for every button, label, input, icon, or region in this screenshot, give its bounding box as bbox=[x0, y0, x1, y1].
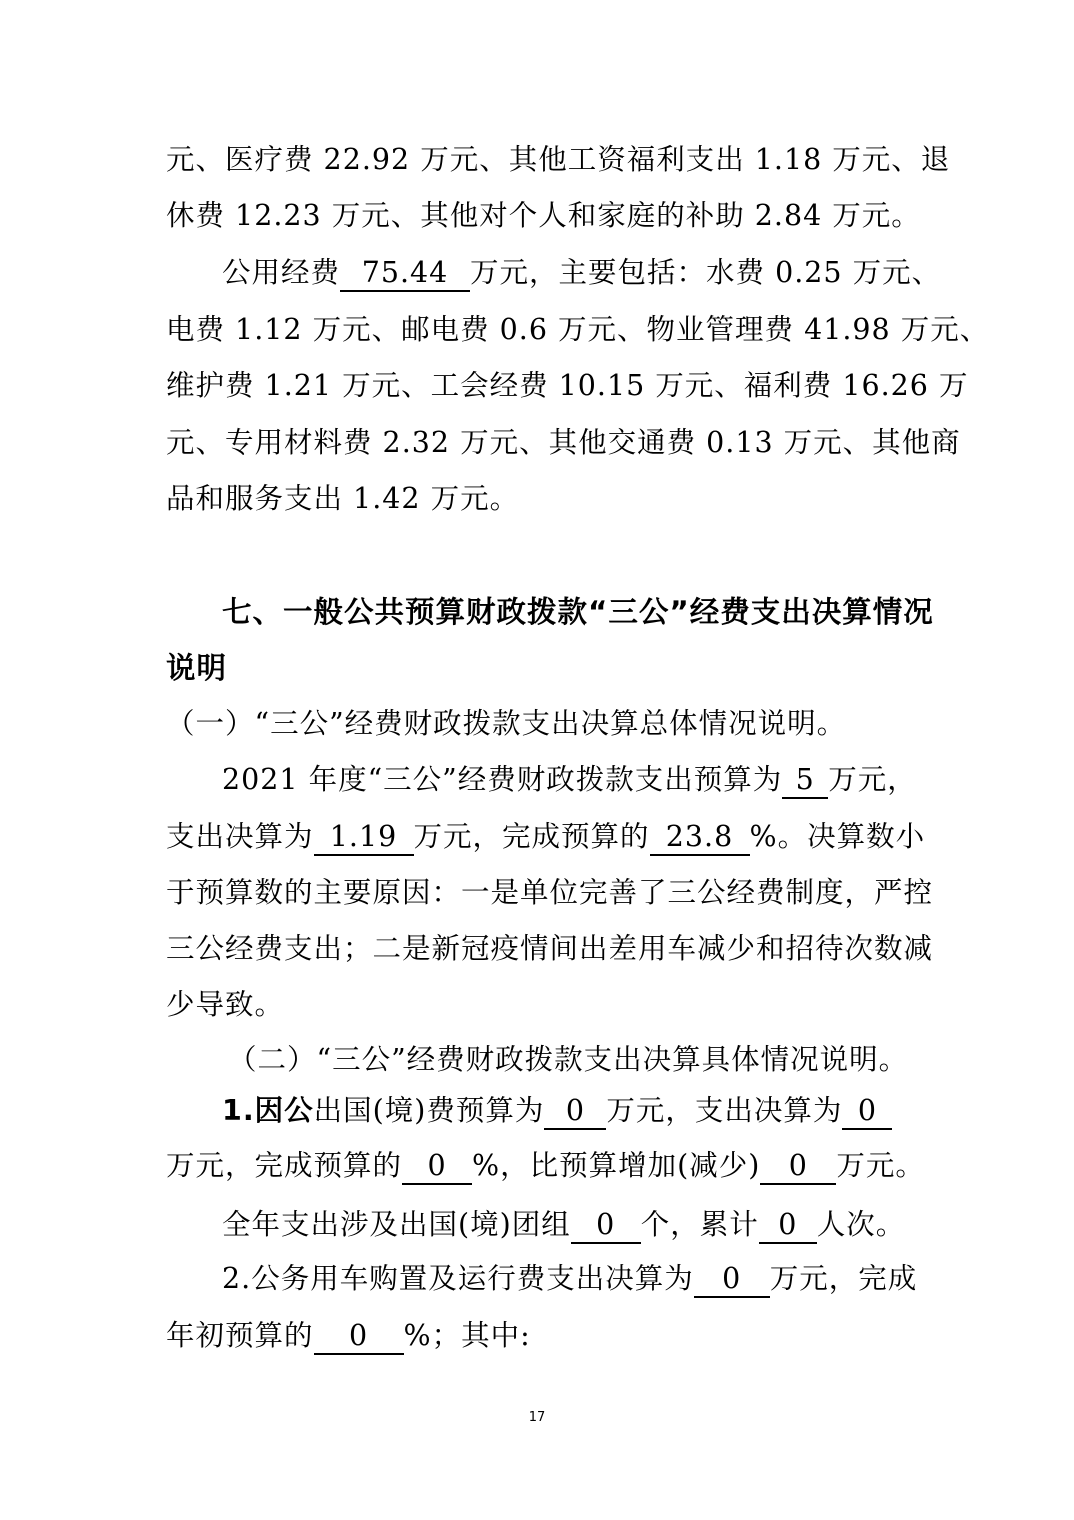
text-span: %；其中: bbox=[403, 1319, 531, 1352]
text-span: 万元，完成 bbox=[769, 1262, 918, 1295]
body-line: 电费 1.12 万元、邮电费 0.6 万元、物业管理费 41.98 万元、 bbox=[166, 313, 990, 346]
budget-line bbox=[166, 817, 926, 857]
section-heading-cont: 说明 bbox=[166, 651, 228, 685]
body-line: 少导致。 bbox=[166, 988, 285, 1021]
text-span: 人次。 bbox=[816, 1208, 906, 1241]
item-line bbox=[166, 1146, 925, 1186]
body-line: 休费 12.23 万元、其他对个人和家庭的补助 2.84 万元。 bbox=[166, 199, 921, 232]
text-span: 万元，完成预算的 bbox=[166, 1149, 403, 1182]
text-span: 1.因公 bbox=[222, 1094, 314, 1127]
subsection-heading: （二）“三公”经费财政拨款支出决算具体情况说明。 bbox=[228, 1043, 909, 1076]
body-line: 维护费 1.21 万元、工会经费 10.15 万元、福利费 16.26 万 bbox=[166, 369, 969, 402]
public-funds-line bbox=[222, 253, 942, 293]
subsection-heading: （一）“三公”经费财政拨款支出决算总体情况说明。 bbox=[166, 707, 847, 740]
text-span: 年初预算的 bbox=[166, 1319, 314, 1352]
vehicle-line bbox=[222, 1259, 916, 1299]
blank-value: 0 bbox=[571, 1208, 641, 1244]
text-span: 全年支出涉及出国(境)团组 bbox=[222, 1208, 571, 1241]
blank-value: 0 bbox=[759, 1208, 817, 1244]
budget-line bbox=[222, 760, 916, 800]
text-span: 万元，主要包括：水费 0.25 万元、 bbox=[470, 256, 942, 289]
body-line: 三公经费支出；二是新冠疫情间出差用车减少和招待次数减 bbox=[166, 932, 934, 965]
body-line: 元、医疗费 22.92 万元、其他工资福利支出 1.18 万元、退 bbox=[166, 143, 951, 176]
text-span: 2021 年度“三公”经费财政拨款支出预算为 bbox=[222, 763, 783, 796]
blank-value: 0 bbox=[314, 1319, 404, 1355]
text-span: 支出决算为 bbox=[166, 820, 314, 853]
blank-value: 0 bbox=[402, 1149, 472, 1185]
body-line: 于预算数的主要原因：一是单位完善了三公经费制度，严控 bbox=[166, 876, 934, 909]
blank-value: 75.44 bbox=[340, 256, 470, 292]
text-span: 万元，完成预算的 bbox=[413, 820, 650, 853]
blank-value: 1.19 bbox=[314, 820, 414, 856]
blank-value: 5 bbox=[782, 763, 828, 799]
body-line: 元、专用材料费 2.32 万元、其他交通费 0.13 万元、其他商 bbox=[166, 426, 961, 459]
text-span: 个，累计 bbox=[640, 1208, 759, 1241]
body-line: 品和服务支出 1.42 万元。 bbox=[166, 482, 520, 515]
text-span: %。决算数小 bbox=[749, 820, 926, 853]
blank-value: 0 bbox=[694, 1262, 770, 1298]
blank-value: 23.8 bbox=[650, 820, 750, 856]
text-span: 万元，支出决算为 bbox=[606, 1094, 843, 1127]
blank-value: 0 bbox=[544, 1094, 606, 1130]
text-span: 万元， bbox=[828, 763, 917, 796]
vehicle-line bbox=[166, 1316, 916, 1356]
text-span: 公用经费 bbox=[222, 256, 341, 289]
blank-value: 0 bbox=[842, 1094, 892, 1130]
text-span: 万元。 bbox=[836, 1149, 925, 1182]
text-span: 2.公务用车购置及运行费支出决算为 bbox=[222, 1262, 694, 1295]
groups-line bbox=[222, 1205, 916, 1245]
item-line bbox=[222, 1091, 916, 1131]
text-span: %，比预算增加(减少) bbox=[472, 1149, 761, 1182]
blank-value: 0 bbox=[760, 1149, 836, 1185]
text-span: 出国(境)费预算为 bbox=[313, 1094, 545, 1127]
page-number: 17 bbox=[528, 1410, 546, 1425]
section-heading: 七、一般公共预算财政拨款“三公”经费支出决算情况 bbox=[222, 595, 934, 629]
